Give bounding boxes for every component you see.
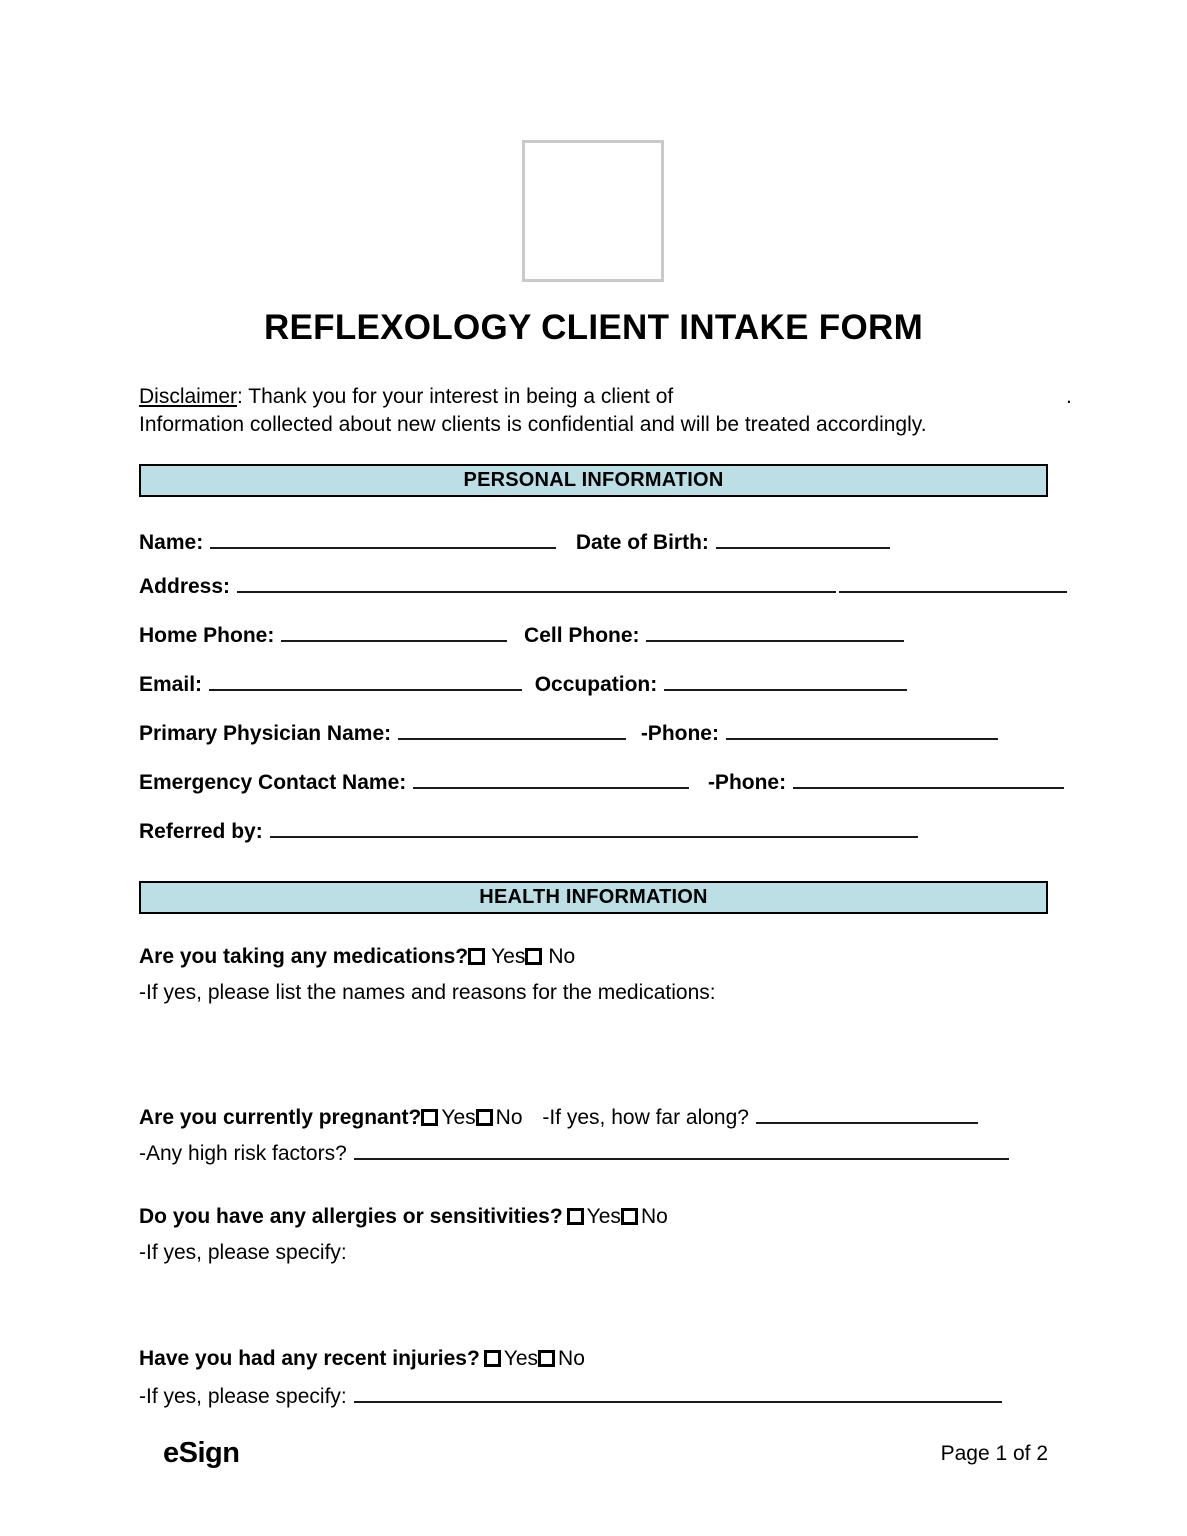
question-row-pregnancy <box>139 1103 979 1131</box>
name-label: Name: <box>139 531 204 554</box>
medications-question-label: Are you taking any medications? <box>139 945 469 968</box>
question-followup-injuries <box>139 1382 1003 1410</box>
injuries-yes-checkbox[interactable] <box>484 1350 501 1367</box>
emergency-contact-phone-input-line[interactable] <box>793 768 1064 789</box>
cell-phone-label: Cell Phone: <box>524 624 640 647</box>
primary-physician-phone-input-line[interactable] <box>726 719 998 740</box>
date-of-birth-label: Date of Birth: <box>575 531 709 554</box>
field-row-email-occupation <box>139 670 908 698</box>
question-followup-pregnancy-risk <box>139 1139 1010 1167</box>
emergency-contact-name-label: Emergency Contact Name: <box>139 771 407 794</box>
field-row-primary-physician <box>139 719 999 747</box>
pregnancy-no-label: No <box>495 1106 523 1129</box>
primary-physician-phone-label: -Phone: <box>640 722 719 745</box>
medications-yes-label: Yes <box>491 945 526 968</box>
cell-phone-input-line[interactable] <box>646 621 904 642</box>
field-row-phones <box>139 621 905 649</box>
field-row-name-dob <box>139 528 891 556</box>
injuries-question-label: Have you had any recent injuries? <box>139 1347 480 1370</box>
disclaimer-line-1: : Thank you for your interest in being a client of <box>237 385 674 408</box>
pregnancy-no-checkbox[interactable] <box>476 1109 493 1126</box>
medications-no-label: No <box>548 945 576 968</box>
pregnancy-risk-factors-input-line[interactable] <box>354 1139 1009 1160</box>
address-input-line-continued[interactable] <box>839 572 1067 593</box>
question-followup-allergies <box>139 1240 347 1266</box>
allergies-no-checkbox[interactable] <box>621 1208 638 1225</box>
emergency-contact-name-input-line[interactable] <box>413 768 689 789</box>
referred-by-label: Referred by: <box>139 820 263 843</box>
email-input-line[interactable] <box>209 670 522 691</box>
address-label: Address: <box>139 575 231 598</box>
primary-physician-name-label: Primary Physician Name: <box>139 722 392 745</box>
home-phone-label: Home Phone: <box>139 624 275 647</box>
injuries-no-checkbox[interactable] <box>538 1350 555 1367</box>
emergency-contact-phone-label: -Phone: <box>707 771 787 794</box>
question-row-injuries <box>139 1346 585 1372</box>
medications-yes-checkbox[interactable] <box>468 948 485 965</box>
pregnancy-yes-label: Yes <box>441 1106 476 1129</box>
occupation-label: Occupation: <box>534 673 658 696</box>
pregnancy-yes-checkbox[interactable] <box>421 1109 438 1126</box>
address-input-line[interactable] <box>237 572 836 593</box>
field-row-emergency-contact <box>139 768 1065 796</box>
allergies-followup-label: -If yes, please specify: <box>139 1241 347 1264</box>
esign-brand-logo: eSign <box>163 1437 240 1469</box>
email-label: Email: <box>139 673 203 696</box>
injuries-no-label: No <box>558 1347 585 1370</box>
allergies-no-label: No <box>640 1205 668 1228</box>
injuries-followup-label: -If yes, please specify: <box>139 1385 347 1408</box>
field-row-referred-by <box>139 817 919 845</box>
disclaimer-label: Disclaimer <box>139 385 238 408</box>
page-number-label: Page 1 of 2 <box>940 1442 1048 1465</box>
question-row-medications <box>139 944 575 970</box>
referred-by-input-line[interactable] <box>270 817 918 838</box>
occupation-input-line[interactable] <box>664 670 907 691</box>
medications-no-checkbox[interactable] <box>525 948 542 965</box>
section-header-personal-information: PERSONAL INFORMATION <box>139 464 1048 497</box>
allergies-yes-label: Yes <box>586 1205 621 1228</box>
section-header-health-information: HEALTH INFORMATION <box>139 881 1048 914</box>
question-followup-medications <box>139 980 716 1006</box>
primary-physician-name-input-line[interactable] <box>398 719 626 740</box>
medications-followup-label: -If yes, please list the names and reasons for the medications: <box>139 981 716 1004</box>
pregnancy-risk-factors-label: -Any high risk factors? <box>139 1142 347 1165</box>
pregnancy-question-label: Are you currently pregnant? <box>139 1106 422 1129</box>
name-input-line[interactable] <box>210 528 556 549</box>
injuries-yes-label: Yes <box>503 1347 539 1370</box>
date-of-birth-input-line[interactable] <box>716 528 890 549</box>
pregnancy-how-far-along-input-line[interactable] <box>756 1103 978 1124</box>
question-row-allergies <box>139 1204 668 1230</box>
home-phone-input-line[interactable] <box>281 621 507 642</box>
pregnancy-followup-label: -If yes, how far along? <box>542 1106 749 1129</box>
field-row-address <box>139 572 1068 600</box>
allergies-question-label: Do you have any allergies or sensitivities? <box>139 1205 563 1228</box>
disclaimer-line-2: Information collected about new clients is confidential and will be treated accordingly. <box>139 413 927 436</box>
injuries-specify-input-line[interactable] <box>354 1382 1002 1403</box>
disclaimer-trailing-period: . <box>1066 385 1072 408</box>
page-title: REFLEXOLOGY CLIENT INTAKE FORM <box>263 308 924 347</box>
disclaimer-text <box>139 383 1099 439</box>
logo-placeholder-box[interactable] <box>522 140 664 282</box>
allergies-yes-checkbox[interactable] <box>567 1208 584 1225</box>
